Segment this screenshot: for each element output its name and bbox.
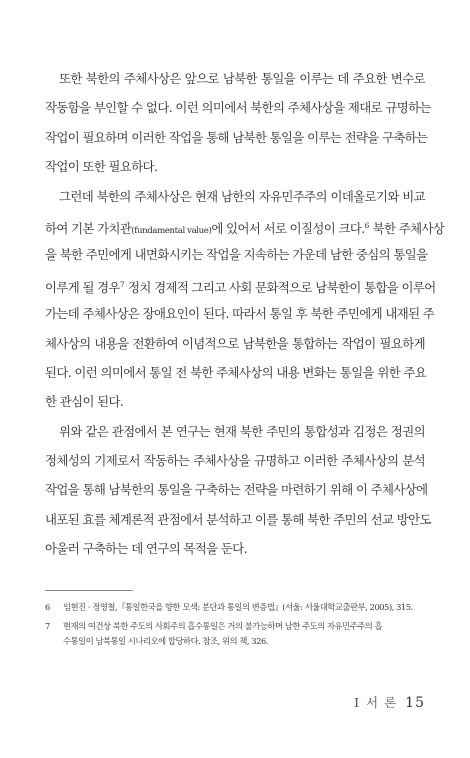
footnote-6 [45, 600, 427, 615]
running-footer [354, 693, 425, 711]
footnote-divider [45, 590, 133, 591]
text-run: 이루게 될 경우 [45, 279, 120, 295]
footnote-text: 현재의 여건상 북한 주도의 사회주의 흡수통일은 거의 불가능하며 남한 주도의 자유민주주의 흡 [63, 621, 383, 631]
paragraph-line: 한 관심이 된다. [45, 394, 124, 410]
paragraph-line: 체사상의 내용을 전환하여 이념적으로 남북한을 통합하는 작업이 필요하게 [45, 335, 425, 351]
text-run: 에 있어서 서로 이질성이 크다. [211, 220, 365, 236]
footnote-text: 수통일이 남북통일 시나리오에 합당하다. 참조, 위의 책, 326. [63, 636, 268, 646]
paragraph-line: 을 북한 주민에게 내면화시키는 작업을 지속하는 가운데 남한 중심의 통일을 [45, 247, 428, 263]
paragraph-line: 가는데 주체사상은 장애요인이 된다. 따라서 통일 후 북한 주민에게 내재된 주 [45, 306, 435, 322]
footnote-7 [45, 619, 427, 649]
paragraph-line: 아울러 구축하는 데 연구의 목적을 둔다. [45, 541, 247, 557]
paragraph-line [45, 270, 436, 299]
english-term: (fundamental value) [131, 225, 212, 236]
paragraph-line: 작동함을 부인할 수 없다. 이런 의미에서 북한의 주체사상을 제대로 규명하는 [45, 100, 431, 116]
page-number: 15 [405, 695, 425, 711]
footnote-text: 임현진 · 정영철,『통일한국을 향한 모색: 분단과 통일의 변증법』(서울: 서울대학교출판부, 2005), 315. [63, 602, 413, 612]
paragraph-line: 작업이 필요하며 이러한 작업을 통해 남북한 통일을 이루는 전략을 구축하는 [45, 129, 428, 145]
paragraph-line: 된다. 이런 의미에서 통일 전 북한 주체사상의 내용 변화는 통일을 위한 주요 [45, 364, 427, 380]
paragraph-line: 또한 북한의 주체사상은 앞으로 남북한 통일을 이루는 데 주요한 변수로 [59, 71, 425, 86]
paragraph-line: 위와 같은 관점에서 본 연구는 현재 북한 주민의 통합성과 김정은 정권의 [59, 423, 425, 439]
footnote-ref-7[interactable]: 7 [119, 279, 125, 289]
paragraph-line: 그런데 북한의 주체사상은 현재 남한의 자유민주주의 이데올로기와 비교 [59, 188, 425, 204]
text-run: 정치 경제적 그리고 사회 문화적으로 남북한이 통합을 이루어 [124, 279, 436, 295]
footnote-number: 6 [45, 602, 50, 612]
paragraph-line: 작업을 통해 남북한의 통일을 구축하는 전략을 마련하기 위해 이 주체사상에 [45, 482, 428, 498]
paragraph-line [45, 211, 445, 240]
footnotes [45, 600, 427, 653]
chapter-numeral: I [354, 695, 361, 710]
text-run: 하여 기본 가치관 [45, 220, 132, 236]
footnote-number: 7 [45, 621, 50, 631]
paragraph-line: 내포된 효를 체계론적 관점에서 분석하고 이를 통해 북한 주민의 선교 방안도 [45, 511, 431, 527]
text-run: 북한 주체사상 [369, 220, 445, 236]
footnote-ref-6[interactable]: 6 [364, 220, 370, 230]
paragraph-line: 정체성의 기제로서 작동하는 주체사상을 규명하고 이러한 주체사상의 분석 [45, 453, 425, 469]
paragraph-line: 작업이 또한 필요하다. [45, 159, 158, 175]
body-text [45, 64, 445, 564]
section-title: 서 론 [366, 695, 398, 710]
